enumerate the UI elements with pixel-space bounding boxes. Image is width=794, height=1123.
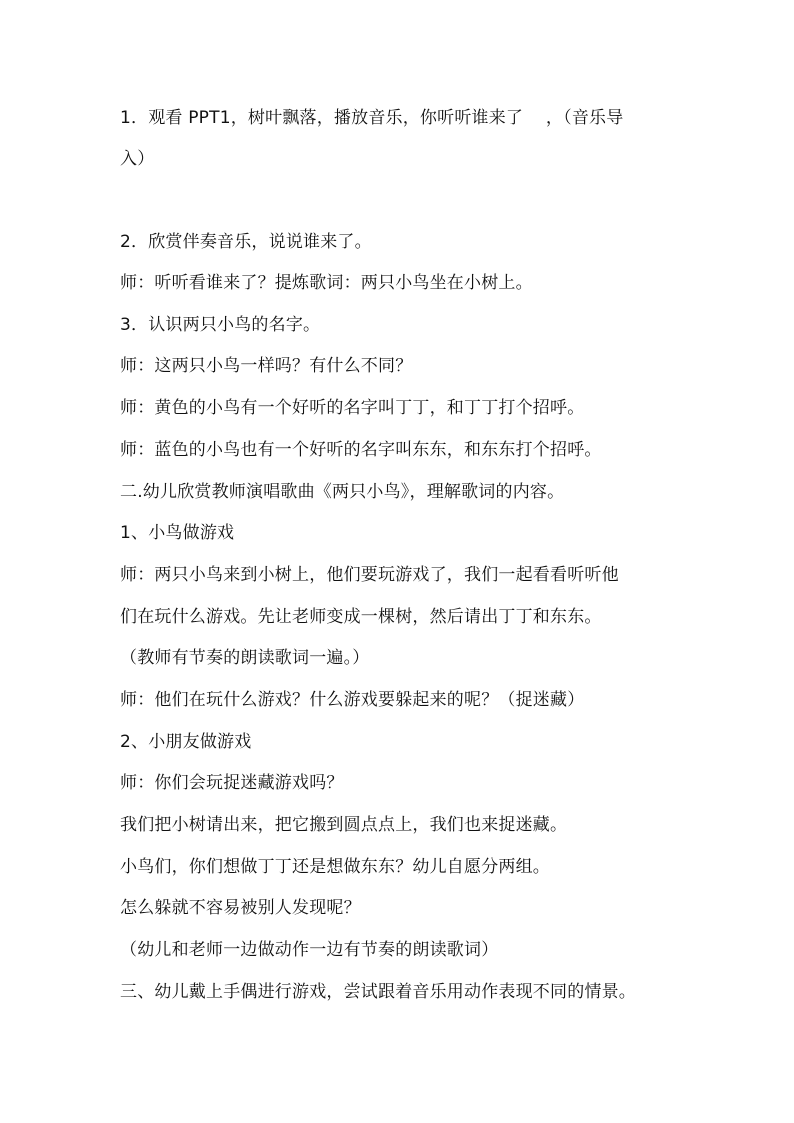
text-line: 我们把小树请出来，把它搬到圆点点上，我们也来捉迷藏。 — [120, 815, 568, 835]
text-line: 师：这两只小鸟一样吗？有什么不同？ — [120, 356, 413, 376]
text-line: 三、幼儿戴上手偶进行游戏，尝试跟着音乐用动作表现不同的情景。 — [120, 982, 636, 1002]
text-line: 师：黄色的小鸟有一个好听的名字叫丁丁，和丁丁打个招呼。 — [120, 398, 585, 418]
text-line: 师：蓝色的小鸟也有一个好听的名字叫东东，和东东打个招呼。 — [120, 440, 602, 460]
text-line: 师：两只小鸟来到小树上，他们要玩游戏了，我们一起看看听听他 — [120, 565, 619, 585]
text-line: 小鸟们，你们想做丁丁还是想做东东？幼儿自愿分两组。 — [120, 857, 550, 877]
text-line: 师：他们在玩什么游戏？什么游戏要躲起来的呢？（捉迷藏） — [120, 690, 585, 710]
text-line: 1、小鸟做游戏 — [120, 523, 235, 543]
text-line: 二.幼儿欣赏教师演唱歌曲《两只小鸟》，理解歌词的内容。 — [120, 482, 565, 502]
text-line: （幼儿和老师一边做动作一边有节奏的朗读歌词） — [120, 940, 499, 960]
text-line: 怎么躲就不容易被别人发现呢？ — [120, 898, 361, 918]
text-line: （教师有节奏的朗读歌词一遍。） — [120, 648, 370, 668]
text-line: 师：你们会玩捉迷藏游戏吗？ — [120, 773, 344, 793]
text-line: 入） — [120, 149, 155, 169]
text-line: 2．欣赏伴奏音乐，说说谁来了。 — [120, 232, 372, 252]
text-line: 们在玩什么游戏。先让老师变成一棵树，然后请出丁丁和东东。 — [120, 607, 602, 627]
text-line: 师：听听看谁来了？提炼歌词：两只小鸟坐在小树上。 — [120, 273, 533, 293]
text-line: 3．认识两只小鸟的名字。 — [120, 315, 321, 335]
text-line: 2、小朋友做游戏 — [120, 732, 252, 752]
text-line: 1．观看 PPT1，树叶飘落，播放音乐，你听听谁来了 ，（音乐导 — [120, 108, 624, 128]
